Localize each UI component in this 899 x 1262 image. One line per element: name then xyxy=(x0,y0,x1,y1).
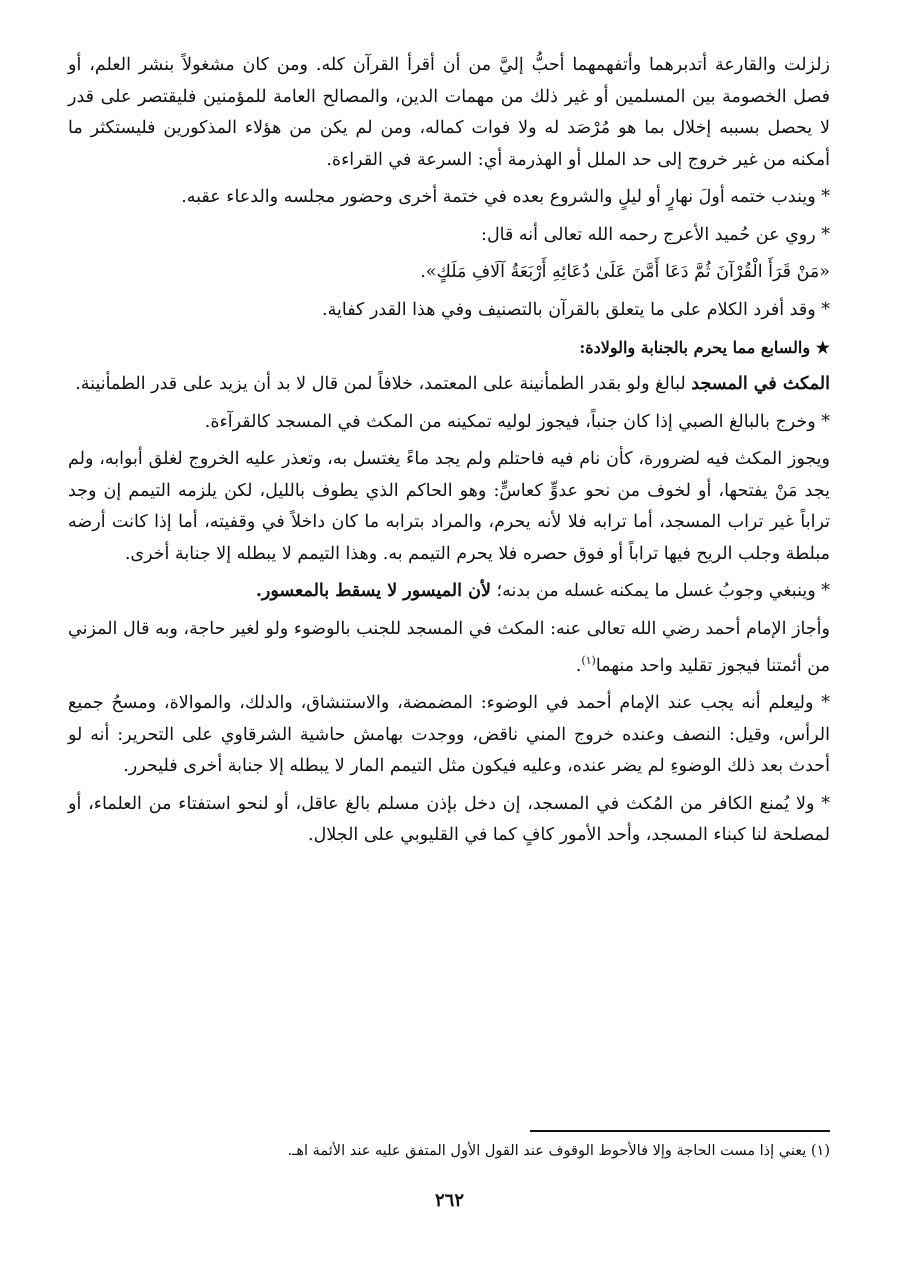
paragraph-8 xyxy=(68,576,830,608)
paragraph-9-text: وأجاز الإمام أحمد رضي الله تعالى عنه: المكث في المسجد للجنب بالوضوء ولو لغير حاجة، وبه قال المزني من أئمتنا فيجوز تقليد واحد منهما xyxy=(68,618,830,676)
section-heading: ★ والسابع مما يحرم بالجنابة والولادة: xyxy=(579,338,830,357)
page-body xyxy=(68,50,830,858)
paragraph-5-text: لبالغ ولو بقدر الطمأنينة على المعتمد، خلافاً لمن قال لا بد أن يزيد على قدر الطمأنينة. xyxy=(75,374,692,394)
paragraph-6: * وخرج بالبالغ الصبي إذا كان جنباً، فيجوز لوليه تمكينه من المكث في المسجد كالقرآءة. xyxy=(204,411,830,432)
paragraph-11: * ولا يُمنع الكافر من المُكث في المسجد، إن دخل بإذن مسلم بالغ عاقل، أو لنحو استفتاء من العلماء، أو لمصلحة لنا كبناء المسجد، وأحد الأمور كافٍ كما في القليوبي على الجلال. xyxy=(68,793,830,846)
paragraph-8-text: * وينبغي وجوبُ غسل ما يمكنه غسله من بدنه؛ xyxy=(490,581,830,601)
paragraph-9 xyxy=(68,614,830,683)
page-number: ٢٦٢ xyxy=(434,1190,464,1211)
paragraph-10: * وليعلم أنه يجب عند الإمام أحمد في الوضوء: المضمضة، والاستنشاق، والدلك، والموالاة، ومسحُ جميع الرأس، وقيل: النصف وعنده خروج المني ناقض، ووجدت بهامش حاشية الشرقاوي على التحرير: أنه لو أحدث بعد ذلك الوضوءِ لم يضر عنده، وعليه فيكون مثل التيمم المار لا يبطله إلا جنابة أخرى فليحرر. xyxy=(68,693,830,777)
hadith-quote: «مَنْ قَرَأَ الْقُرْآنَ ثُمَّ دَعَا أَمَّنَ عَلَىٰ دُعَائِهِ أَرْبَعَةُ آلَافِ مَلَكٍ». xyxy=(420,262,830,282)
footnote-mark[interactable]: (١) xyxy=(581,654,596,667)
paragraph-9-end: . xyxy=(575,655,582,676)
paragraph-7: ويجوز المكث فيه لضرورة، كأن نام فيه فاحتلم ولم يجد ماءً يغتسل به، وتعذر عليه الخروج لغلق أبوابه، ولم يجد مَنْ يفتحها، أو لخوف من نحو عدوٍّ كعاسٍّ: وهو الحاكم الذي يطوف بالليل، لكن يلزمه التيمم إن وجد تراباً غير تراب المسجد، أما ترابه فلا لأنه يحرم، والمراد بترابه ما كان داخلاً في وقفيته، أما إذا كانت أرضه مبلطة وجلب الريح فيها تراباً أو فوق حصره فلا يحرم التيمم به. وهذا التيمم لا يبطله إلا جنابة أخرى. xyxy=(68,449,830,564)
paragraph-2: * ويندب ختمه أولَ نهارٍ أو ليلٍ والشروع بعده في ختمة أخرى وحضور مجلسه والدعاء عقبه. xyxy=(181,187,830,207)
footnote-divider xyxy=(530,1130,830,1132)
paragraph-3: * روي عن حُميد الأعرج رحمه الله تعالى أنه قال: xyxy=(481,224,830,245)
paragraph-8-bold: لأن الميسور لا يسقط بالمعسور. xyxy=(255,581,491,601)
footnote: (١) يعني إذا مست الحاجة وإلا فالأحوط الوقوف عند القول الأول المتفق عليه عند الأئمة اهـ. xyxy=(287,1143,830,1159)
paragraph-5-lead: المكث في المسجد xyxy=(691,374,830,394)
paragraph-4: * وقد أفرد الكلام على ما يتعلق بالقرآن بالتصنيف وفي هذا القدر كفاية. xyxy=(322,299,830,320)
paragraph-5 xyxy=(68,369,830,401)
paragraph-1: زلزلت والقارعة أتدبرهما وأتفهمهما أحبُّ إليَّ من أن أقرأ القرآن كله. ومن كان مشغولاً بنشر العلم، أو فصل الخصومة بين المسلمين أو غير ذلك من مهمات الدين، والمصالح العامة للمؤمنين فليقتصر على قدر لا يحصل بسببه إخلال بما هو مُرْصَد له ولا فوات كماله، ومن لم يكن من هؤلاء المذكورين فليستكثر ما أمكنه من غير خروج إلى حد الملل أو الهذرمة أي: السرعة في القراءة. xyxy=(68,55,830,170)
